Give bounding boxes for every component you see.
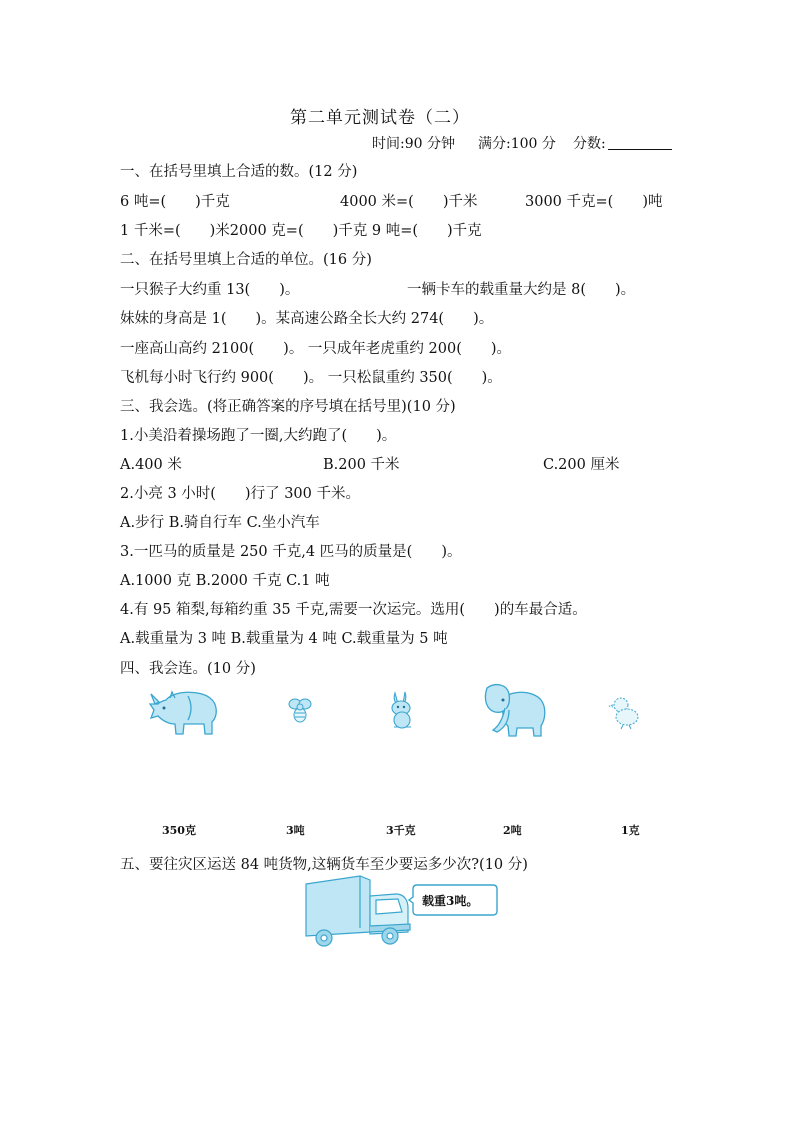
full-score-label: 满分:100 分 [478,136,556,152]
bee-icon [287,697,313,725]
s3-q1-option-b: B.200 千米 [323,457,400,473]
weight-label-4: 2吨 [503,824,522,837]
s3-q1-option-c: C.200 厘米 [543,457,620,473]
weight-label-3: 3千克 [386,824,416,837]
section1-heading: 一、在括号里填上合适的数。(12 分) [120,164,358,180]
truck-icon [304,874,416,952]
weight-label-2: 3吨 [286,824,305,837]
section2-heading: 二、在括号里填上合适的单位。(16 分) [120,252,372,268]
score-label: 分数: [573,136,606,152]
score-blank[interactable] [608,135,672,150]
s3-q3-options: A.1000 克 B.2000 千克 C.1 吨 [120,573,330,589]
s2-line-2: 妹妹的身高是 1( )。某高速公路全长大约 274( )。 [120,311,494,327]
s1-item-3: 3000 千克=( )吨 [525,194,663,210]
bubble-text: 载重3吨。 [422,894,479,908]
s3-q4-options: A.载重量为 3 吨 B.载重量为 4 吨 C.载重量为 5 吨 [120,631,448,647]
chick-icon [609,694,643,730]
s1-item-1: 6 吨=( )千克 [120,194,230,210]
s3-q1-option-a: A.400 米 [120,457,182,473]
section4-heading: 四、我会连。(10 分) [120,661,256,677]
s2-line-3: 一座高山高约 2100( )。 一只成年老虎重约 200( )。 [120,341,512,357]
rabbit-icon [385,689,421,729]
s3-q4: 4.有 95 箱梨,每箱约重 35 千克,需要一次运完。选用( )的车最合适。 [120,602,587,618]
s2-line-4: 飞机每小时飞行约 900( )。 一只松鼠重约 350( )。 [120,370,502,386]
s2-line-1b: 一辆卡车的载重量大约是 8( )。 [407,282,636,298]
s3-q2-options: A.步行 B.骑自行车 C.坐小汽车 [120,515,320,531]
score-field[interactable] [573,133,672,153]
weight-label-1: 350克 [162,824,196,837]
s1-item-2: 4000 米=( )千米 [340,194,478,210]
s3-q2: 2.小亮 3 小时( )行了 300 千米。 [120,486,360,502]
section3-heading: 三、我会选。(将正确答案的序号填在括号里)(10 分) [120,399,456,415]
elephant-icon [481,682,551,740]
section5-heading: 五、要往灾区运送 84 吨货物,这辆货车至少要运多少次?(10 分) [120,857,528,873]
time-label: 时间:90 分钟 [372,136,455,152]
s2-line-1a: 一只猴子大约重 13( )。 [120,282,300,298]
rhinoceros-icon [148,686,220,738]
s3-q1: 1.小美沿着操场跑了一圈,大约跑了( )。 [120,428,397,444]
s1-row-2: 1 千米=( )米2000 克=( )千克 9 吨=( )千克 [120,223,482,239]
s3-q3: 3.一匹马的质量是 250 千克,4 匹马的质量是( )。 [120,544,462,560]
page-title: 第二单元测试卷（二） [290,108,470,128]
weight-label-5: 1克 [621,824,640,837]
